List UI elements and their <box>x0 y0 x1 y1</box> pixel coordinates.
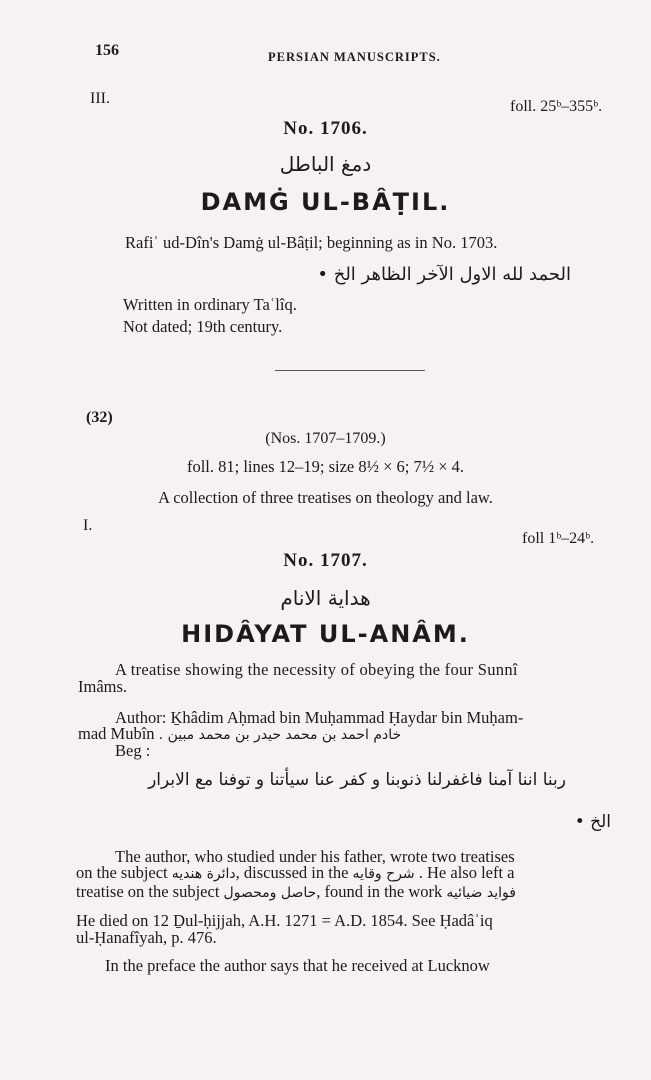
work-description-cont: Imâms. <box>78 677 128 696</box>
arabic-title: هداية الانام <box>280 586 371 610</box>
arabic-beginning-cont: الخ • <box>574 812 611 832</box>
paragraph-line <box>76 863 515 883</box>
paragraph-line: In the preface the author says that he received at Lucknow <box>105 956 490 975</box>
running-title: PERSIAN MANUSCRIPTS. <box>268 50 441 64</box>
text-run: treatise on the subject <box>76 882 220 901</box>
entry-number: No. 1706. <box>283 118 368 139</box>
text-run: . He also left a <box>418 863 515 882</box>
arabic-title: دمغ الباطل <box>279 152 372 176</box>
paragraph-line: The author, who studied under his father, wrote two treatises <box>115 847 515 866</box>
author-latin: mad Mubîn <box>78 724 155 743</box>
entry-number: No. 1707. <box>283 550 368 571</box>
arabic-beginning: ربنا اننا آمنا فاغفرلنا ذنوبنا و كفر عنا سيأتنا و توفنا مع الابرار <box>148 770 566 790</box>
author-line: Author: Ḵhâdim Aḥmad bin Muḥammad Ḥaydar bin Muḥam- <box>115 708 524 727</box>
arabic-term: فوايد ضيائيه <box>446 885 516 901</box>
text-run: , discussed in the <box>235 863 349 882</box>
paragraph-line: ul-Ḥanafîyah, p. 476. <box>76 928 217 947</box>
page-number: 156 <box>95 42 119 59</box>
section-numeral: III. <box>90 90 110 107</box>
work-description: Rafiʿ ud-Dîn's Damġ ul-Bâṭil; beginning as in No. 1703. <box>125 233 498 252</box>
codex-label: (32) <box>86 409 113 426</box>
text-run: , found in the work <box>316 882 443 901</box>
folio-range: foll. 25ᵇ–355ᵇ. <box>510 98 603 115</box>
arabic-incipit: الحمد لله الاول الآخر الظاهر الخ • <box>317 264 571 285</box>
beginning-label: Beg : <box>115 741 151 760</box>
date-note: Not dated; 19th century. <box>123 317 283 336</box>
codex-numbers: (Nos. 1707–1709.) <box>265 430 386 447</box>
arabic-term: شرح وقايه <box>352 866 415 882</box>
codex-physical: foll. 81; lines 12–19; size 8½ × 6; 7½ × 4. <box>186 457 465 476</box>
codex-summary: A collection of three treatises on theology and law. <box>158 488 493 507</box>
folio-range: foll 1ᵇ–24ᵇ. <box>522 530 595 547</box>
section-numeral: I. <box>83 517 93 534</box>
divider-rule <box>275 370 425 371</box>
arabic-term: حاصل ومحصول <box>223 885 317 901</box>
paragraph-line: He died on 12 Ḏul-ḥijjah, A.H. 1271 = A.D. 1854. See Ḥadâʾiq <box>76 911 493 930</box>
paragraph-line <box>76 882 516 902</box>
arabic-term: دائرة هنديه <box>171 866 236 882</box>
work-title: DAMĠ UL-BÂṬIL. <box>200 188 451 216</box>
work-description: A treatise showing the necessity of obeying the four Sunnî <box>115 660 518 679</box>
script-note: Written in ordinary Taʿlîq. <box>123 295 297 314</box>
work-title: HIDÂYAT UL-ANÂM. <box>181 620 470 648</box>
text-run: on the subject <box>76 863 168 882</box>
author-arabic: خادم احمد بن محمد حيدر بن محمد مبين . <box>158 727 402 743</box>
